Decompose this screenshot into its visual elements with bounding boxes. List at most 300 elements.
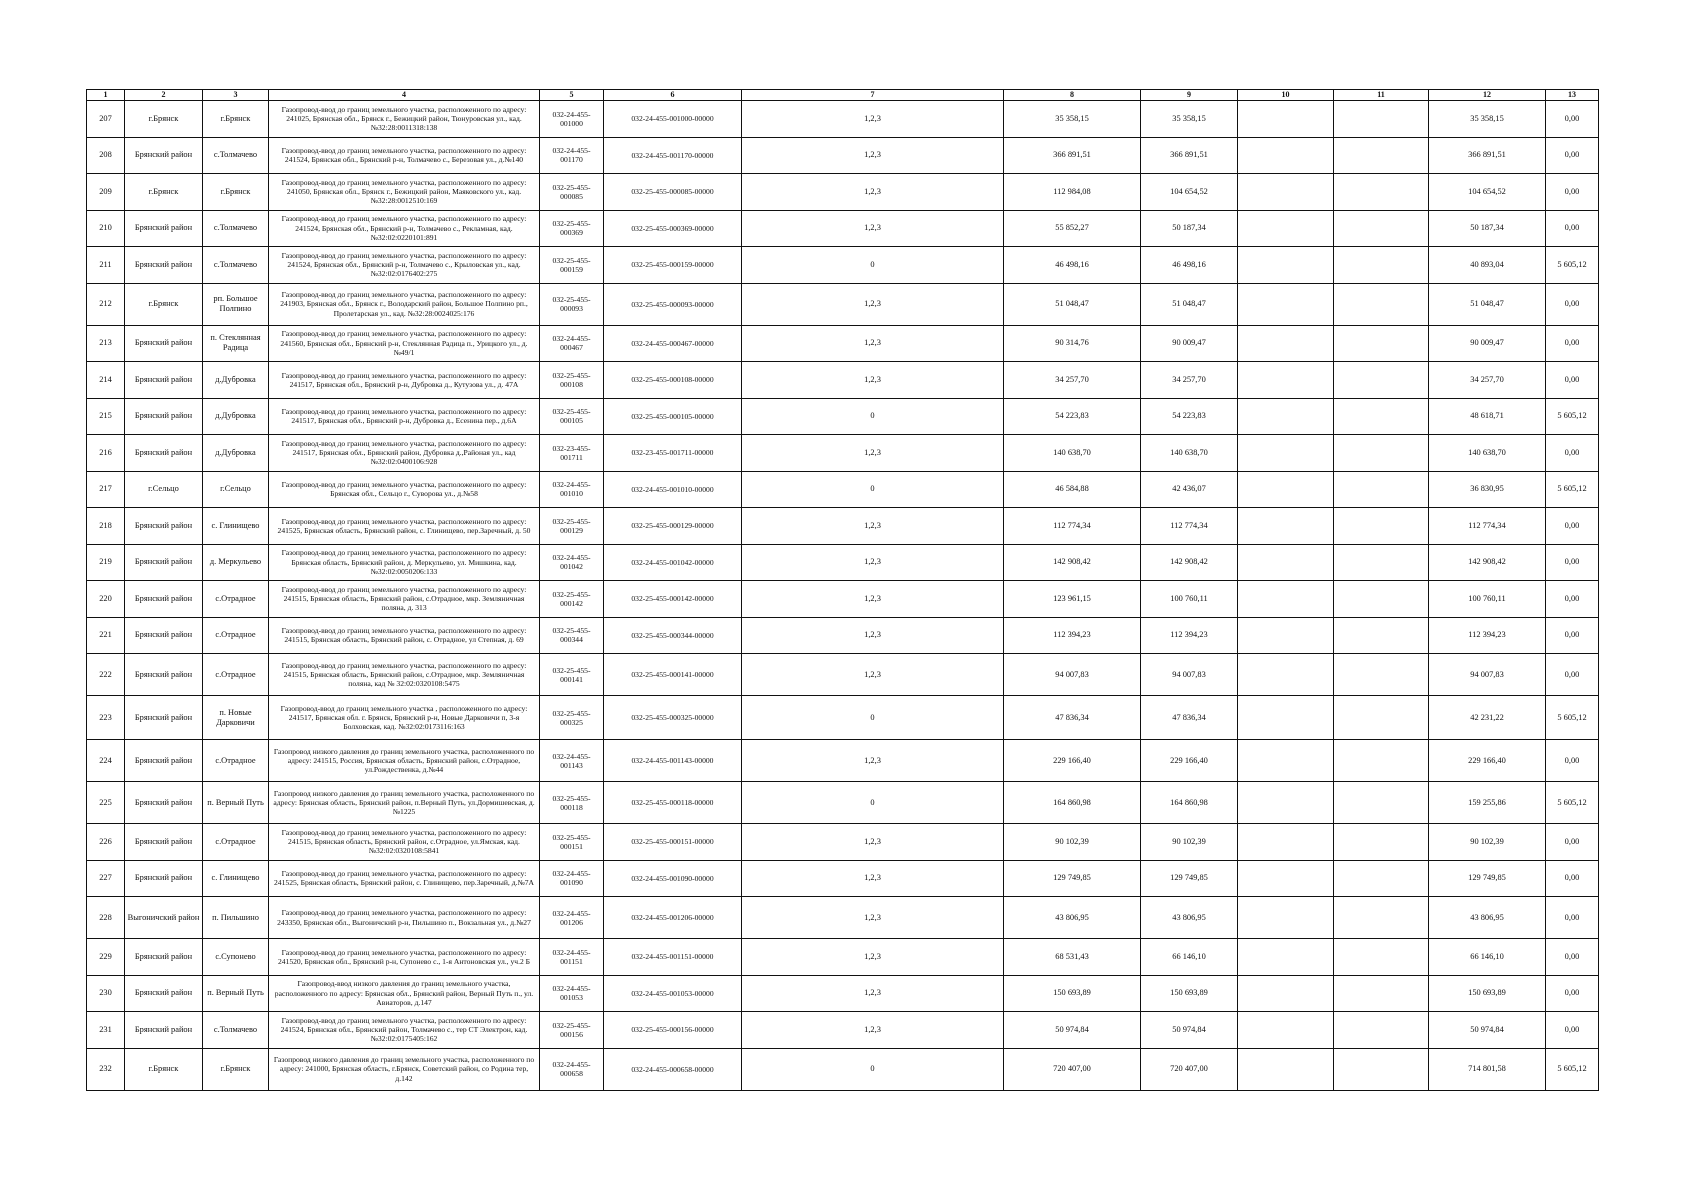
object-code: 032-25-455-000141 [540, 654, 604, 696]
cost-amount: 366 891,51 [1141, 137, 1238, 174]
district: Брянский район [125, 824, 203, 861]
row-number: 208 [87, 137, 125, 174]
inventory-number: 032-24-455-001170-00000 [604, 137, 742, 174]
object-code: 032-24-455-001042 [540, 544, 604, 581]
district: Брянский район [125, 696, 203, 740]
cost-total: 47 836,34 [1004, 696, 1141, 740]
row-number: 216 [87, 435, 125, 472]
row-number: 230 [87, 975, 125, 1012]
category: 1,2,3 [742, 325, 1004, 362]
inventory-number: 032-25-455-000141-00000 [604, 654, 742, 696]
col-11 [1334, 897, 1429, 939]
cost-total: 123 961,15 [1004, 581, 1141, 618]
table-row [87, 617, 1599, 654]
object-description: Газопровод-ввод до границ земельного участка, расположенного по адресу: 241515, Брянская область, Брянский район, с.Отрадное, мкр. Земляничная поляна, д. 313 [269, 581, 540, 618]
inventory-number: 032-25-455-000093-00000 [604, 283, 742, 325]
table-row [87, 975, 1599, 1012]
object-code: 032-25-455-000156 [540, 1012, 604, 1049]
cost-amount: 129 749,85 [1141, 860, 1238, 897]
cost-amount: 90 102,39 [1141, 824, 1238, 861]
cost-col-13: 0,00 [1546, 860, 1599, 897]
cost-col-12: 714 801,58 [1429, 1048, 1546, 1090]
cost-col-13: 5 605,12 [1546, 696, 1599, 740]
cost-amount: 140 638,70 [1141, 435, 1238, 472]
cost-amount: 112 774,34 [1141, 508, 1238, 545]
row-number: 214 [87, 362, 125, 399]
category: 0 [742, 398, 1004, 435]
table-body [87, 101, 1599, 1091]
cost-col-12: 100 760,11 [1429, 581, 1546, 618]
locality: с.Отрадное [203, 654, 269, 696]
cost-col-13: 5 605,12 [1546, 398, 1599, 435]
cost-col-13: 0,00 [1546, 210, 1599, 247]
cost-col-13: 5 605,12 [1546, 1048, 1599, 1090]
row-number: 227 [87, 860, 125, 897]
col-10 [1238, 975, 1334, 1012]
table-row [87, 1048, 1599, 1090]
inventory-number: 032-23-455-001711-00000 [604, 435, 742, 472]
object-description: Газопровод-ввод до границ земельного участка, расположенного по адресу: 241524, Брянская обл., Брянский р-н, Толмачево с., Березовая ул., д.№140 [269, 137, 540, 174]
district: г.Брянск [125, 174, 203, 211]
locality: д. Меркульево [203, 544, 269, 581]
cost-col-12: 43 806,95 [1429, 897, 1546, 939]
district: Брянский район [125, 975, 203, 1012]
object-code: 032-24-455-001151 [540, 939, 604, 976]
cost-total: 140 638,70 [1004, 435, 1141, 472]
cost-col-12: 36 830,95 [1429, 471, 1546, 508]
object-description: Газопровод-ввод до границ земельного участка, расположенного по адресу: 241903, Брянская обл., Брянск г., Володарский район, Большое Полпино рп., Пролетарская ул., кад. №32:28:0024025:176 [269, 283, 540, 325]
table-row [87, 174, 1599, 211]
category: 1,2,3 [742, 654, 1004, 696]
cost-col-13: 0,00 [1546, 362, 1599, 399]
cost-amount: 50 974,84 [1141, 1012, 1238, 1049]
locality: д.Дубровка [203, 435, 269, 472]
cost-amount: 35 358,15 [1141, 101, 1238, 138]
locality: г.Брянск [203, 101, 269, 138]
column-header-6: 6 [604, 90, 742, 101]
object-code: 032-25-455-000344 [540, 617, 604, 654]
row-number: 231 [87, 1012, 125, 1049]
row-number: 219 [87, 544, 125, 581]
locality: с.Толмачево [203, 247, 269, 284]
col-10 [1238, 137, 1334, 174]
inventory-number: 032-24-455-001053-00000 [604, 975, 742, 1012]
locality: п. Стеклянная Радица [203, 325, 269, 362]
table-row [87, 860, 1599, 897]
category: 1,2,3 [742, 975, 1004, 1012]
object-code: 032-24-455-001000 [540, 101, 604, 138]
col-11 [1334, 174, 1429, 211]
cost-col-13: 0,00 [1546, 544, 1599, 581]
cost-col-12: 140 638,70 [1429, 435, 1546, 472]
col-10 [1238, 1012, 1334, 1049]
object-code: 032-25-455-000108 [540, 362, 604, 399]
col-10 [1238, 283, 1334, 325]
table-row [87, 654, 1599, 696]
inventory-number: 032-24-455-001090-00000 [604, 860, 742, 897]
col-10 [1238, 101, 1334, 138]
cost-total: 90 102,39 [1004, 824, 1141, 861]
object-description: Газопровод низкого давления до границ земельного участка, расположенного по адресу: 241000, Брянская область, г.Брянск, Советский район, со Родина тер, д.142 [269, 1048, 540, 1090]
object-description: Газопровод-ввод низкого давления до границ земельного участка, расположенного по адресу: Брянская обл., Брянский район, Верный Путь п., ул. Авиаторов, д.147 [269, 975, 540, 1012]
object-description: Газопровод-ввод до границ земельного участка, расположенного по адресу: 241515, Брянская область, Брянский район, с.Отрадное, ул.Ямская, кад.№32:02:0320108:5841 [269, 824, 540, 861]
cost-total: 35 358,15 [1004, 101, 1141, 138]
column-header-13: 13 [1546, 90, 1599, 101]
column-header-1: 1 [87, 90, 125, 101]
cost-total: 46 584,88 [1004, 471, 1141, 508]
district: Брянский район [125, 1012, 203, 1049]
col-11 [1334, 1048, 1429, 1090]
category: 1,2,3 [742, 435, 1004, 472]
col-10 [1238, 544, 1334, 581]
category: 1,2,3 [742, 174, 1004, 211]
object-code: 032-25-455-000325 [540, 696, 604, 740]
cost-total: 46 498,16 [1004, 247, 1141, 284]
category: 0 [742, 696, 1004, 740]
inventory-number: 032-25-455-000159-00000 [604, 247, 742, 284]
cost-total: 43 806,95 [1004, 897, 1141, 939]
category: 1,2,3 [742, 362, 1004, 399]
table-row [87, 508, 1599, 545]
object-description: Газопровод-ввод до границ земельного участка, расположенного по адресу: 241515, Брянская область, Брянский район, с. Отрадное, ул Степная, д. 69 [269, 617, 540, 654]
row-number: 217 [87, 471, 125, 508]
object-description: Газопровод-ввод до границ земельного участка, расположенного по адресу: 241515, Брянская область, Брянский район, с.Отрадное, мкр. Земляничная поляна, кад № 32:02:0320108:5475 [269, 654, 540, 696]
district: Брянский район [125, 782, 203, 824]
table-row [87, 740, 1599, 782]
district: г.Сельцо [125, 471, 203, 508]
cost-total: 94 007,83 [1004, 654, 1141, 696]
object-description: Газопровод-ввод до границ земельного участка, расположенного по адресу: 241525, Брянская область, Брянский район, с. Глинищево, пер.Заречный, д. 50 [269, 508, 540, 545]
col-10 [1238, 696, 1334, 740]
locality: г.Сельцо [203, 471, 269, 508]
category: 1,2,3 [742, 897, 1004, 939]
category: 0 [742, 247, 1004, 284]
cost-col-13: 5 605,12 [1546, 247, 1599, 284]
category: 1,2,3 [742, 210, 1004, 247]
row-number: 228 [87, 897, 125, 939]
locality: д.Дубровка [203, 362, 269, 399]
row-number: 232 [87, 1048, 125, 1090]
category: 1,2,3 [742, 740, 1004, 782]
col-11 [1334, 137, 1429, 174]
cost-col-12: 90 009,47 [1429, 325, 1546, 362]
district: Брянский район [125, 860, 203, 897]
cost-col-12: 159 255,86 [1429, 782, 1546, 824]
object-code: 032-24-455-000467 [540, 325, 604, 362]
table-row [87, 897, 1599, 939]
table-row [87, 101, 1599, 138]
col-10 [1238, 939, 1334, 976]
col-10 [1238, 471, 1334, 508]
table-row [87, 696, 1599, 740]
object-code: 032-24-455-001206 [540, 897, 604, 939]
column-header-8: 8 [1004, 90, 1141, 101]
col-11 [1334, 975, 1429, 1012]
cost-amount: 46 498,16 [1141, 247, 1238, 284]
district: г.Брянск [125, 1048, 203, 1090]
cost-col-12: 42 231,22 [1429, 696, 1546, 740]
table-row [87, 939, 1599, 976]
cost-amount: 47 836,34 [1141, 696, 1238, 740]
cost-col-12: 66 146,10 [1429, 939, 1546, 976]
cost-col-13: 0,00 [1546, 581, 1599, 618]
cost-col-13: 5 605,12 [1546, 471, 1599, 508]
locality: с. Глинищево [203, 860, 269, 897]
locality: д.Дубровка [203, 398, 269, 435]
column-header-12: 12 [1429, 90, 1546, 101]
category: 1,2,3 [742, 581, 1004, 618]
col-11 [1334, 939, 1429, 976]
table-row [87, 247, 1599, 284]
inventory-number: 032-24-455-000467-00000 [604, 325, 742, 362]
cost-amount: 720 407,00 [1141, 1048, 1238, 1090]
district: Брянский район [125, 654, 203, 696]
object-code: 032-24-455-001090 [540, 860, 604, 897]
cost-amount: 50 187,34 [1141, 210, 1238, 247]
cost-col-12: 112 774,34 [1429, 508, 1546, 545]
col-10 [1238, 325, 1334, 362]
col-11 [1334, 617, 1429, 654]
cost-col-12: 229 166,40 [1429, 740, 1546, 782]
category: 1,2,3 [742, 1012, 1004, 1049]
object-code: 032-25-455-000159 [540, 247, 604, 284]
col-10 [1238, 860, 1334, 897]
locality: с. Глинищево [203, 508, 269, 545]
locality: г.Брянск [203, 1048, 269, 1090]
cost-col-12: 40 893,04 [1429, 247, 1546, 284]
table-row [87, 1012, 1599, 1049]
row-number: 218 [87, 508, 125, 545]
cost-col-13: 0,00 [1546, 1012, 1599, 1049]
object-description: Газопровод-ввод до границ земельного участка, расположенного по адресу: 241517, Брянская обл., Брянский р-н, Дубровка д., Есенина пер., д.6А [269, 398, 540, 435]
col-10 [1238, 508, 1334, 545]
col-11 [1334, 398, 1429, 435]
district: Брянский район [125, 508, 203, 545]
row-number: 209 [87, 174, 125, 211]
cost-amount: 100 760,11 [1141, 581, 1238, 618]
col-11 [1334, 696, 1429, 740]
district: Брянский район [125, 617, 203, 654]
cost-col-13: 0,00 [1546, 508, 1599, 545]
row-number: 225 [87, 782, 125, 824]
col-11 [1334, 654, 1429, 696]
col-11 [1334, 210, 1429, 247]
cost-amount: 112 394,23 [1141, 617, 1238, 654]
inventory-number: 032-24-455-001042-00000 [604, 544, 742, 581]
inventory-number: 032-24-455-000658-00000 [604, 1048, 742, 1090]
cost-total: 142 908,42 [1004, 544, 1141, 581]
object-description: Газопровод-ввод до границ земельного участка, расположенного по адресу: Брянская обл., Сельцо г., Суворова ул., д.№58 [269, 471, 540, 508]
locality: п. Пильшино [203, 897, 269, 939]
object-description: Газопровод-ввод до границ земельного участка, расположенного по адресу: 241560, Брянская обл., Брянский р-н, Стеклянная Радица п., Урицкого ул., д.№49/1 [269, 325, 540, 362]
object-code: 032-25-455-000105 [540, 398, 604, 435]
cost-col-13: 0,00 [1546, 283, 1599, 325]
cost-amount: 54 223,83 [1141, 398, 1238, 435]
cost-col-12: 112 394,23 [1429, 617, 1546, 654]
table-row [87, 544, 1599, 581]
inventory-number: 032-24-455-001206-00000 [604, 897, 742, 939]
col-11 [1334, 362, 1429, 399]
inventory-number: 032-24-455-001010-00000 [604, 471, 742, 508]
col-10 [1238, 362, 1334, 399]
object-description: Газопровод-ввод до границ земельного участка , расположенного по адресу: 241517, Брянская обл. г. Брянск, Брянский р-н, Новые Дарковичи п, 3-я Болховская, кад. №32:02:0173116:163 [269, 696, 540, 740]
col-11 [1334, 508, 1429, 545]
col-11 [1334, 740, 1429, 782]
cost-total: 112 984,08 [1004, 174, 1141, 211]
col-11 [1334, 544, 1429, 581]
column-header-4: 4 [269, 90, 540, 101]
cost-col-12: 129 749,85 [1429, 860, 1546, 897]
cost-amount: 43 806,95 [1141, 897, 1238, 939]
cost-total: 68 531,43 [1004, 939, 1141, 976]
table-row [87, 137, 1599, 174]
col-10 [1238, 174, 1334, 211]
row-number: 220 [87, 581, 125, 618]
object-description: Газопровод-ввод до границ земельного участка, расположенного по адресу: 241524, Брянская обл., Брянский р-н, Толмачево с., Рекламная, кад. №32:02:0220101:891 [269, 210, 540, 247]
cost-total: 54 223,83 [1004, 398, 1141, 435]
cost-amount: 164 860,98 [1141, 782, 1238, 824]
table-row [87, 782, 1599, 824]
object-description: Газопровод-ввод до границ земельного участка, расположенного по адресу: 241050, Брянская обл., Брянск г., Бежицкий район, Маяковского ул., кад.№32:28:0012510:169 [269, 174, 540, 211]
cost-amount: 150 693,89 [1141, 975, 1238, 1012]
cost-col-13: 0,00 [1546, 975, 1599, 1012]
table-row [87, 362, 1599, 399]
cost-col-13: 0,00 [1546, 939, 1599, 976]
col-11 [1334, 247, 1429, 284]
column-header-9: 9 [1141, 90, 1238, 101]
object-code: 032-24-455-000658 [540, 1048, 604, 1090]
object-description: Газопровод-ввод до границ земельного участка, расположенного по адресу: 241517, Брянская обл., Брянский р-н, Дубровка д., Кутузова ул., д. 47А [269, 362, 540, 399]
locality: п. Новые Дарковичи [203, 696, 269, 740]
cost-total: 129 749,85 [1004, 860, 1141, 897]
locality: с.Отрадное [203, 617, 269, 654]
locality: с.Супонево [203, 939, 269, 976]
row-number: 226 [87, 824, 125, 861]
object-code: 032-24-455-001143 [540, 740, 604, 782]
object-code: 032-25-455-000118 [540, 782, 604, 824]
district: Брянский район [125, 581, 203, 618]
cost-col-12: 366 891,51 [1429, 137, 1546, 174]
locality: с.Толмачево [203, 210, 269, 247]
row-number: 223 [87, 696, 125, 740]
col-10 [1238, 617, 1334, 654]
object-code: 032-24-455-001010 [540, 471, 604, 508]
column-header-11: 11 [1334, 90, 1429, 101]
district: Брянский район [125, 544, 203, 581]
object-code: 032-25-455-000093 [540, 283, 604, 325]
object-description: Газопровод-ввод до границ земельного участка, расположенного по адресу: 243350, Брянская обл., Выгоничский р-н, Пильшино п., Вокзальная ул., д.№27 [269, 897, 540, 939]
district: Брянский район [125, 740, 203, 782]
inventory-number: 032-25-455-000105-00000 [604, 398, 742, 435]
cost-col-12: 48 618,71 [1429, 398, 1546, 435]
object-code: 032-25-455-000129 [540, 508, 604, 545]
locality: рп. Большое Полпино [203, 283, 269, 325]
district: Брянский район [125, 137, 203, 174]
row-number: 211 [87, 247, 125, 284]
object-code: 032-23-455-001711 [540, 435, 604, 472]
cost-total: 112 774,34 [1004, 508, 1141, 545]
col-11 [1334, 581, 1429, 618]
inventory-number: 032-25-455-000151-00000 [604, 824, 742, 861]
col-11 [1334, 325, 1429, 362]
cost-total: 164 860,98 [1004, 782, 1141, 824]
cost-total: 51 048,47 [1004, 283, 1141, 325]
category: 1,2,3 [742, 939, 1004, 976]
category: 1,2,3 [742, 860, 1004, 897]
inventory-number: 032-25-455-000129-00000 [604, 508, 742, 545]
locality: с.Отрадное [203, 824, 269, 861]
locality: п. Верный Путь [203, 782, 269, 824]
object-description: Газопровод низкого давления до границ земельного участка, расположенного по адресу: Брянская область, Брянский район, п.Верный Путь, ул.Дормишевская, д.№1225 [269, 782, 540, 824]
cost-col-13: 0,00 [1546, 137, 1599, 174]
cost-col-12: 50 187,34 [1429, 210, 1546, 247]
document-page [86, 89, 1598, 1091]
object-code: 032-25-455-000151 [540, 824, 604, 861]
district: Брянский район [125, 325, 203, 362]
object-description: Газопровод-ввод до границ земельного участка, расположенного по адресу: 241520, Брянская обл., Брянский р-н, Супонево с., 1-я Антоновская ул., уч.2 Б [269, 939, 540, 976]
cost-total: 150 693,89 [1004, 975, 1141, 1012]
inventory-number: 032-25-455-000369-00000 [604, 210, 742, 247]
object-code: 032-24-455-001053 [540, 975, 604, 1012]
district: Брянский район [125, 435, 203, 472]
cost-col-12: 51 048,47 [1429, 283, 1546, 325]
row-number: 229 [87, 939, 125, 976]
inventory-number: 032-24-455-001143-00000 [604, 740, 742, 782]
row-number: 221 [87, 617, 125, 654]
col-10 [1238, 210, 1334, 247]
row-number: 213 [87, 325, 125, 362]
district: Брянский район [125, 939, 203, 976]
col-11 [1334, 1012, 1429, 1049]
district: Выгоничский район [125, 897, 203, 939]
district: Брянский район [125, 210, 203, 247]
category: 1,2,3 [742, 137, 1004, 174]
district: Брянский район [125, 247, 203, 284]
table-row [87, 325, 1599, 362]
inventory-number: 032-25-455-000108-00000 [604, 362, 742, 399]
district: Брянский район [125, 362, 203, 399]
column-header-10: 10 [1238, 90, 1334, 101]
cost-col-12: 34 257,70 [1429, 362, 1546, 399]
cost-col-13: 0,00 [1546, 897, 1599, 939]
col-11 [1334, 435, 1429, 472]
table-row [87, 581, 1599, 618]
locality: с.Отрадное [203, 740, 269, 782]
cost-total: 50 974,84 [1004, 1012, 1141, 1049]
district: Брянский район [125, 398, 203, 435]
object-description: Газопровод-ввод до границ земельного участка, расположенного по адресу: 241517, Брянская обл., Брянский район, Дубровка д.,Районая ул., кад №32:02:0400106:928 [269, 435, 540, 472]
cost-col-13: 0,00 [1546, 174, 1599, 211]
inventory-number: 032-24-455-001000-00000 [604, 101, 742, 138]
cost-amount: 90 009,47 [1141, 325, 1238, 362]
col-11 [1334, 782, 1429, 824]
object-description: Газопровод-ввод до границ земельного участка, расположенного по адресу: 241524, Брянская обл., Брянский район, Толмачево с., тер СТ Электрон, кад. №32:02:0175405:162 [269, 1012, 540, 1049]
cost-col-13: 0,00 [1546, 824, 1599, 861]
column-header-3: 3 [203, 90, 269, 101]
column-header-5: 5 [540, 90, 604, 101]
inventory-number: 032-24-455-001151-00000 [604, 939, 742, 976]
category: 1,2,3 [742, 508, 1004, 545]
cost-total: 34 257,70 [1004, 362, 1141, 399]
inventory-number: 032-25-455-000085-00000 [604, 174, 742, 211]
object-code: 032-24-455-001170 [540, 137, 604, 174]
row-number: 207 [87, 101, 125, 138]
cost-col-12: 35 358,15 [1429, 101, 1546, 138]
locality: с.Толмачево [203, 137, 269, 174]
col-11 [1334, 860, 1429, 897]
category: 1,2,3 [742, 617, 1004, 654]
cost-total: 55 852,27 [1004, 210, 1141, 247]
